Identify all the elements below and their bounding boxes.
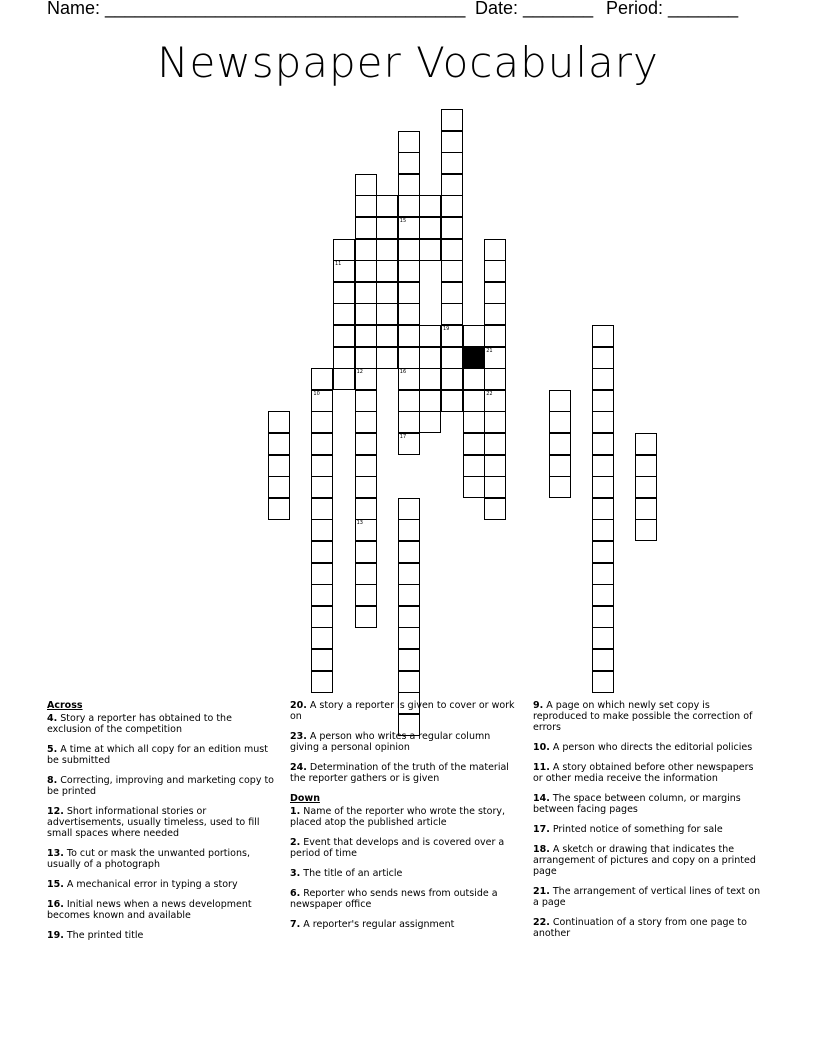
crossword-cell[interactable] (419, 217, 441, 239)
crossword-cell[interactable] (592, 584, 614, 606)
clue-text: Continuation of a story from one page to another (533, 917, 747, 939)
across-heading: Across (47, 700, 83, 711)
crossword-cell[interactable] (311, 498, 333, 520)
clue-text: A story obtained before other newspapers or other media receive the information (533, 762, 754, 784)
clue-number: 5. (47, 744, 58, 755)
crossword-cell[interactable] (419, 368, 441, 390)
clue-text: Reporter who sends news from outside a newspaper office (290, 888, 498, 910)
crossword-cell[interactable] (355, 325, 377, 347)
crossword-cell[interactable] (376, 260, 398, 282)
crossword-cell[interactable] (484, 260, 506, 282)
crossword-cell[interactable] (592, 455, 614, 477)
crossword-cell[interactable] (419, 239, 441, 261)
crossword-cell[interactable] (549, 455, 571, 477)
crossword-cell[interactable] (355, 347, 377, 369)
clue-number: 12. (47, 806, 64, 817)
crossword-cell[interactable] (398, 368, 420, 390)
clue-number: 15. (47, 879, 64, 890)
name-field-label[interactable]: Name: ____________________________________ (47, 0, 466, 18)
crossword-cell[interactable] (311, 455, 333, 477)
crossword-cell[interactable] (376, 217, 398, 239)
crossword-cell[interactable] (398, 584, 420, 606)
crossword-cell[interactable] (441, 303, 463, 325)
crossword-cell[interactable] (398, 627, 420, 649)
crossword-cell[interactable] (355, 584, 377, 606)
crossword-cell[interactable] (311, 584, 333, 606)
clue-text: Printed notice of something for sale (552, 824, 723, 835)
clue-item (290, 731, 520, 753)
crossword-cell[interactable] (268, 476, 290, 498)
crossword-cell[interactable] (419, 411, 441, 433)
cell-number: 11 (335, 261, 342, 268)
crossword-cell[interactable] (355, 563, 377, 585)
crossword-cell[interactable] (441, 282, 463, 304)
crossword-cell[interactable] (355, 541, 377, 563)
clue-item (533, 793, 763, 815)
crossword-cell[interactable] (355, 476, 377, 498)
crossword-cell[interactable] (463, 368, 485, 390)
clue-item (533, 762, 763, 784)
crossword-cell[interactable] (398, 390, 420, 412)
crossword-cell[interactable] (355, 606, 377, 628)
crossword-cell[interactable] (398, 671, 420, 693)
crossword-cell[interactable] (376, 325, 398, 347)
crossword-cell[interactable] (398, 152, 420, 174)
crossword-cell[interactable] (419, 325, 441, 347)
crossword-cell[interactable] (398, 282, 420, 304)
crossword-cell[interactable] (398, 541, 420, 563)
clue-number: 3. (290, 868, 301, 879)
crossword-cell[interactable] (355, 390, 377, 412)
clue-item (290, 837, 520, 859)
crossword-cell[interactable] (592, 671, 614, 693)
crossword-cell[interactable] (398, 303, 420, 325)
crossword-cell[interactable] (333, 325, 355, 347)
clue-number: 13. (47, 848, 64, 859)
crossword-cell[interactable] (333, 239, 355, 261)
crossword-cell[interactable] (441, 131, 463, 153)
crossword-cell[interactable] (592, 519, 614, 541)
crossword-cell[interactable] (268, 411, 290, 433)
crossword-cell[interactable] (441, 347, 463, 369)
crossword-cell[interactable] (592, 368, 614, 390)
crossword-cell[interactable] (398, 131, 420, 153)
crossword-cell[interactable] (592, 627, 614, 649)
crossword-cell[interactable] (419, 195, 441, 217)
clue-text: Correcting, improving and marketing copy to be printed (47, 775, 274, 797)
crossword-cell[interactable] (376, 282, 398, 304)
crossword-cell[interactable] (635, 519, 657, 541)
clue-item (533, 844, 763, 877)
crossword-cell[interactable] (441, 174, 463, 196)
clue-number: 19. (47, 930, 64, 941)
crossword-cell[interactable] (484, 498, 506, 520)
crossword-cell[interactable] (355, 455, 377, 477)
clue-item (47, 879, 277, 890)
crossword-cell[interactable] (311, 519, 333, 541)
clue-item (290, 888, 520, 910)
clue-text: Determination of the truth of the material the reporter gathers or is given (290, 762, 509, 784)
clue-number: 22. (533, 917, 550, 928)
crossword-cell[interactable] (484, 282, 506, 304)
clue-number: 2. (290, 837, 301, 848)
crossword-cell[interactable] (484, 239, 506, 261)
crossword-cell[interactable] (333, 303, 355, 325)
crossword-cell[interactable] (441, 109, 463, 131)
crossword-cell[interactable] (398, 195, 420, 217)
crossword-cell[interactable] (484, 411, 506, 433)
crossword-cell[interactable] (333, 260, 355, 282)
crossword-cell[interactable] (441, 368, 463, 390)
crossword-cell[interactable] (463, 390, 485, 412)
date-field-label[interactable]: Date: _______ (475, 0, 594, 18)
clue-text: The title of an article (303, 868, 403, 879)
crossword-cell[interactable] (635, 433, 657, 455)
crossword-cell[interactable] (419, 390, 441, 412)
clue-number: 20. (290, 700, 307, 711)
crossword-cell[interactable] (311, 368, 333, 390)
crossword-cell[interactable] (376, 347, 398, 369)
crossword-cell[interactable] (268, 433, 290, 455)
clue-text: The printed title (66, 930, 144, 941)
clue-number: 23. (290, 731, 307, 742)
crossword-cell[interactable] (355, 433, 377, 455)
clue-item (290, 806, 520, 828)
clue-item (290, 700, 520, 722)
crossword-cell[interactable] (484, 325, 506, 347)
clue-item (290, 762, 520, 784)
clue-text: To cut or mask the unwanted portions, usually of a photograph (47, 848, 250, 870)
clue-item (533, 742, 763, 753)
crossword-cell[interactable] (398, 411, 420, 433)
crossword-cell[interactable] (484, 455, 506, 477)
crossword-cell[interactable] (441, 390, 463, 412)
clue-text: Name of the reporter who wrote the story, placed atop the published article (290, 806, 506, 828)
clue-item (290, 868, 520, 879)
crossword-cell[interactable] (592, 563, 614, 585)
crossword-cell[interactable] (355, 368, 377, 390)
crossword-cell[interactable] (376, 239, 398, 261)
cell-number: 15 (399, 218, 407, 224)
crossword-cell[interactable] (549, 476, 571, 498)
crossword-cell[interactable] (635, 498, 657, 520)
crossword-cell[interactable] (592, 476, 614, 498)
crossword-cell[interactable] (592, 433, 614, 455)
crossword-cell[interactable] (311, 541, 333, 563)
crossword-cell[interactable] (398, 260, 420, 282)
clue-text: A reporter's regular assignment (303, 919, 455, 930)
crossword-cell[interactable] (484, 347, 506, 369)
clue-number: 7. (290, 919, 301, 930)
crossword-cell[interactable] (592, 411, 614, 433)
crossword-cell[interactable] (311, 390, 333, 412)
crossword-cell[interactable] (592, 498, 614, 520)
cell-number: 12 (356, 369, 363, 376)
crossword-cell[interactable] (463, 455, 485, 477)
crossword-cell[interactable] (463, 476, 485, 498)
crossword-cell[interactable] (311, 563, 333, 585)
clue-text: A person who directs the editorial policies (552, 742, 753, 753)
crossword-cell[interactable] (484, 390, 506, 412)
clue-text: Short informational stories or advertisements, usually timeless, used to fill small spaces where needed (47, 806, 260, 839)
clue-number: 6. (290, 888, 301, 899)
clue-text: A mechanical error in typing a story (66, 879, 238, 890)
clue-number: 11. (533, 762, 550, 773)
clue-number: 17. (533, 824, 550, 835)
crossword-cell[interactable] (635, 476, 657, 498)
clue-number: 21. (533, 886, 550, 897)
clue-item (533, 917, 763, 939)
clue-text: A page on which newly set copy is reproduced to make possible the correction of errors (533, 700, 753, 733)
clue-item (47, 806, 277, 839)
crossword-cell[interactable] (376, 303, 398, 325)
clue-text: The arrangement of vertical lines of text on a page (533, 886, 761, 908)
crossword-cell[interactable] (398, 519, 420, 541)
crossword-cell[interactable] (333, 347, 355, 369)
crossword-cell[interactable] (484, 368, 506, 390)
crossword-cell[interactable] (398, 498, 420, 520)
clue-number: 14. (533, 793, 550, 804)
crossword-cell[interactable] (549, 433, 571, 455)
crossword-cell[interactable] (484, 476, 506, 498)
clues-column-1 (47, 700, 277, 950)
crossword-cell[interactable] (419, 347, 441, 369)
clue-item (47, 713, 277, 735)
clue-item (533, 824, 763, 835)
crossword-cell[interactable] (311, 649, 333, 671)
clue-number: 16. (47, 899, 64, 910)
cell-number: 19 (443, 326, 450, 332)
crossword-cell[interactable] (311, 476, 333, 498)
clue-number: 18. (533, 844, 550, 855)
crossword-cell[interactable] (355, 282, 377, 304)
crossword-cell[interactable] (398, 174, 420, 196)
clue-text: A time at which all copy for an edition must be submitted (47, 744, 268, 766)
crossword-cell[interactable] (592, 325, 614, 347)
clue-number: 4. (47, 713, 58, 724)
crossword-cell[interactable] (398, 217, 420, 239)
crossword-cell[interactable] (333, 368, 355, 390)
crossword-cell[interactable] (398, 563, 420, 585)
crossword-cell[interactable] (268, 498, 290, 520)
crossword-cell[interactable] (355, 260, 377, 282)
cell-number: 16 (399, 369, 407, 376)
crossword-cell[interactable] (484, 303, 506, 325)
crossword-cell[interactable] (398, 606, 420, 628)
crossword-cell[interactable] (355, 303, 377, 325)
crossword-cell[interactable] (355, 519, 377, 541)
crossword-cell[interactable] (441, 195, 463, 217)
cell-number: 17 (399, 434, 407, 440)
clue-text: Initial news when a news development becomes known and available (47, 899, 252, 921)
crossword-cell[interactable] (592, 390, 614, 412)
crossword-cell[interactable] (592, 649, 614, 671)
cell-number: 13 (356, 520, 363, 527)
crossword-cell[interactable] (398, 325, 420, 347)
crossword-cell[interactable] (441, 239, 463, 261)
crossword-cell[interactable] (635, 455, 657, 477)
crossword-cell[interactable] (549, 411, 571, 433)
crossword-cell[interactable] (463, 411, 485, 433)
crossword-cell[interactable] (398, 649, 420, 671)
crossword-cell[interactable] (441, 152, 463, 174)
crossword-cell[interactable] (376, 195, 398, 217)
crossword-cell[interactable] (592, 606, 614, 628)
crossword-cell[interactable] (311, 627, 333, 649)
clue-item (47, 899, 277, 921)
crossword-cell[interactable] (355, 498, 377, 520)
crossword-cell[interactable] (398, 239, 420, 261)
crossword-cell[interactable] (592, 541, 614, 563)
crossword-cell[interactable] (441, 325, 463, 347)
crossword-cell[interactable] (549, 390, 571, 412)
clues-column-2 (290, 700, 520, 939)
clue-text: The space between column, or margins between facing pages (533, 793, 741, 815)
crossword-cell[interactable] (398, 347, 420, 369)
clue-item (290, 919, 520, 930)
crossword-cell[interactable] (463, 433, 485, 455)
clue-item (533, 700, 763, 733)
clue-item (533, 886, 763, 908)
crossword-cell[interactable] (333, 282, 355, 304)
crossword-black-cell (463, 347, 485, 369)
cell-number: 21 (486, 347, 493, 354)
clue-item (47, 744, 277, 766)
down-heading: Down (290, 793, 320, 804)
clue-number: 10. (533, 742, 550, 753)
crossword-cell[interactable] (355, 239, 377, 261)
crossword-cell[interactable] (484, 433, 506, 455)
clue-text: A sketch or drawing that indicates the arrangement of pictures and copy on a printed page (533, 844, 756, 877)
crossword-cell[interactable] (311, 606, 333, 628)
crossword-cell[interactable] (311, 433, 333, 455)
crossword-cell[interactable] (355, 195, 377, 217)
clue-item (47, 848, 277, 870)
period-field-label[interactable]: Period: _______ (606, 0, 739, 18)
clue-text: Story a reporter has obtained to the exclusion of the competition (47, 713, 232, 735)
clue-number: 8. (47, 775, 58, 786)
clue-number: 24. (290, 762, 307, 773)
clue-item (47, 930, 277, 941)
crossword-cell[interactable] (355, 411, 377, 433)
crossword-cell[interactable] (355, 174, 377, 196)
crossword-cell[interactable] (463, 325, 485, 347)
clue-number: 9. (533, 700, 544, 711)
crossword-cell[interactable] (441, 217, 463, 239)
clue-number: 1. (290, 806, 301, 817)
crossword-cell[interactable] (592, 347, 614, 369)
clue-text: Event that develops and is covered over a period of time (290, 837, 505, 859)
crossword-cell[interactable] (398, 433, 420, 455)
crossword-cell[interactable] (311, 671, 333, 693)
clue-item (47, 775, 277, 797)
cell-number: 22 (486, 390, 493, 397)
crossword-cell[interactable] (441, 260, 463, 282)
crossword-cell[interactable] (311, 411, 333, 433)
clue-text: A story a reporter is given to cover or work on (290, 700, 515, 722)
clue-text: A person who writes a regular column giving a personal opinion (290, 731, 491, 753)
crossword-cell[interactable] (268, 455, 290, 477)
page-title: Newspaper Vocabulary (157, 38, 659, 87)
clues-column-3 (533, 700, 763, 948)
crossword-cell[interactable] (355, 217, 377, 239)
cell-number: 10 (313, 390, 320, 397)
